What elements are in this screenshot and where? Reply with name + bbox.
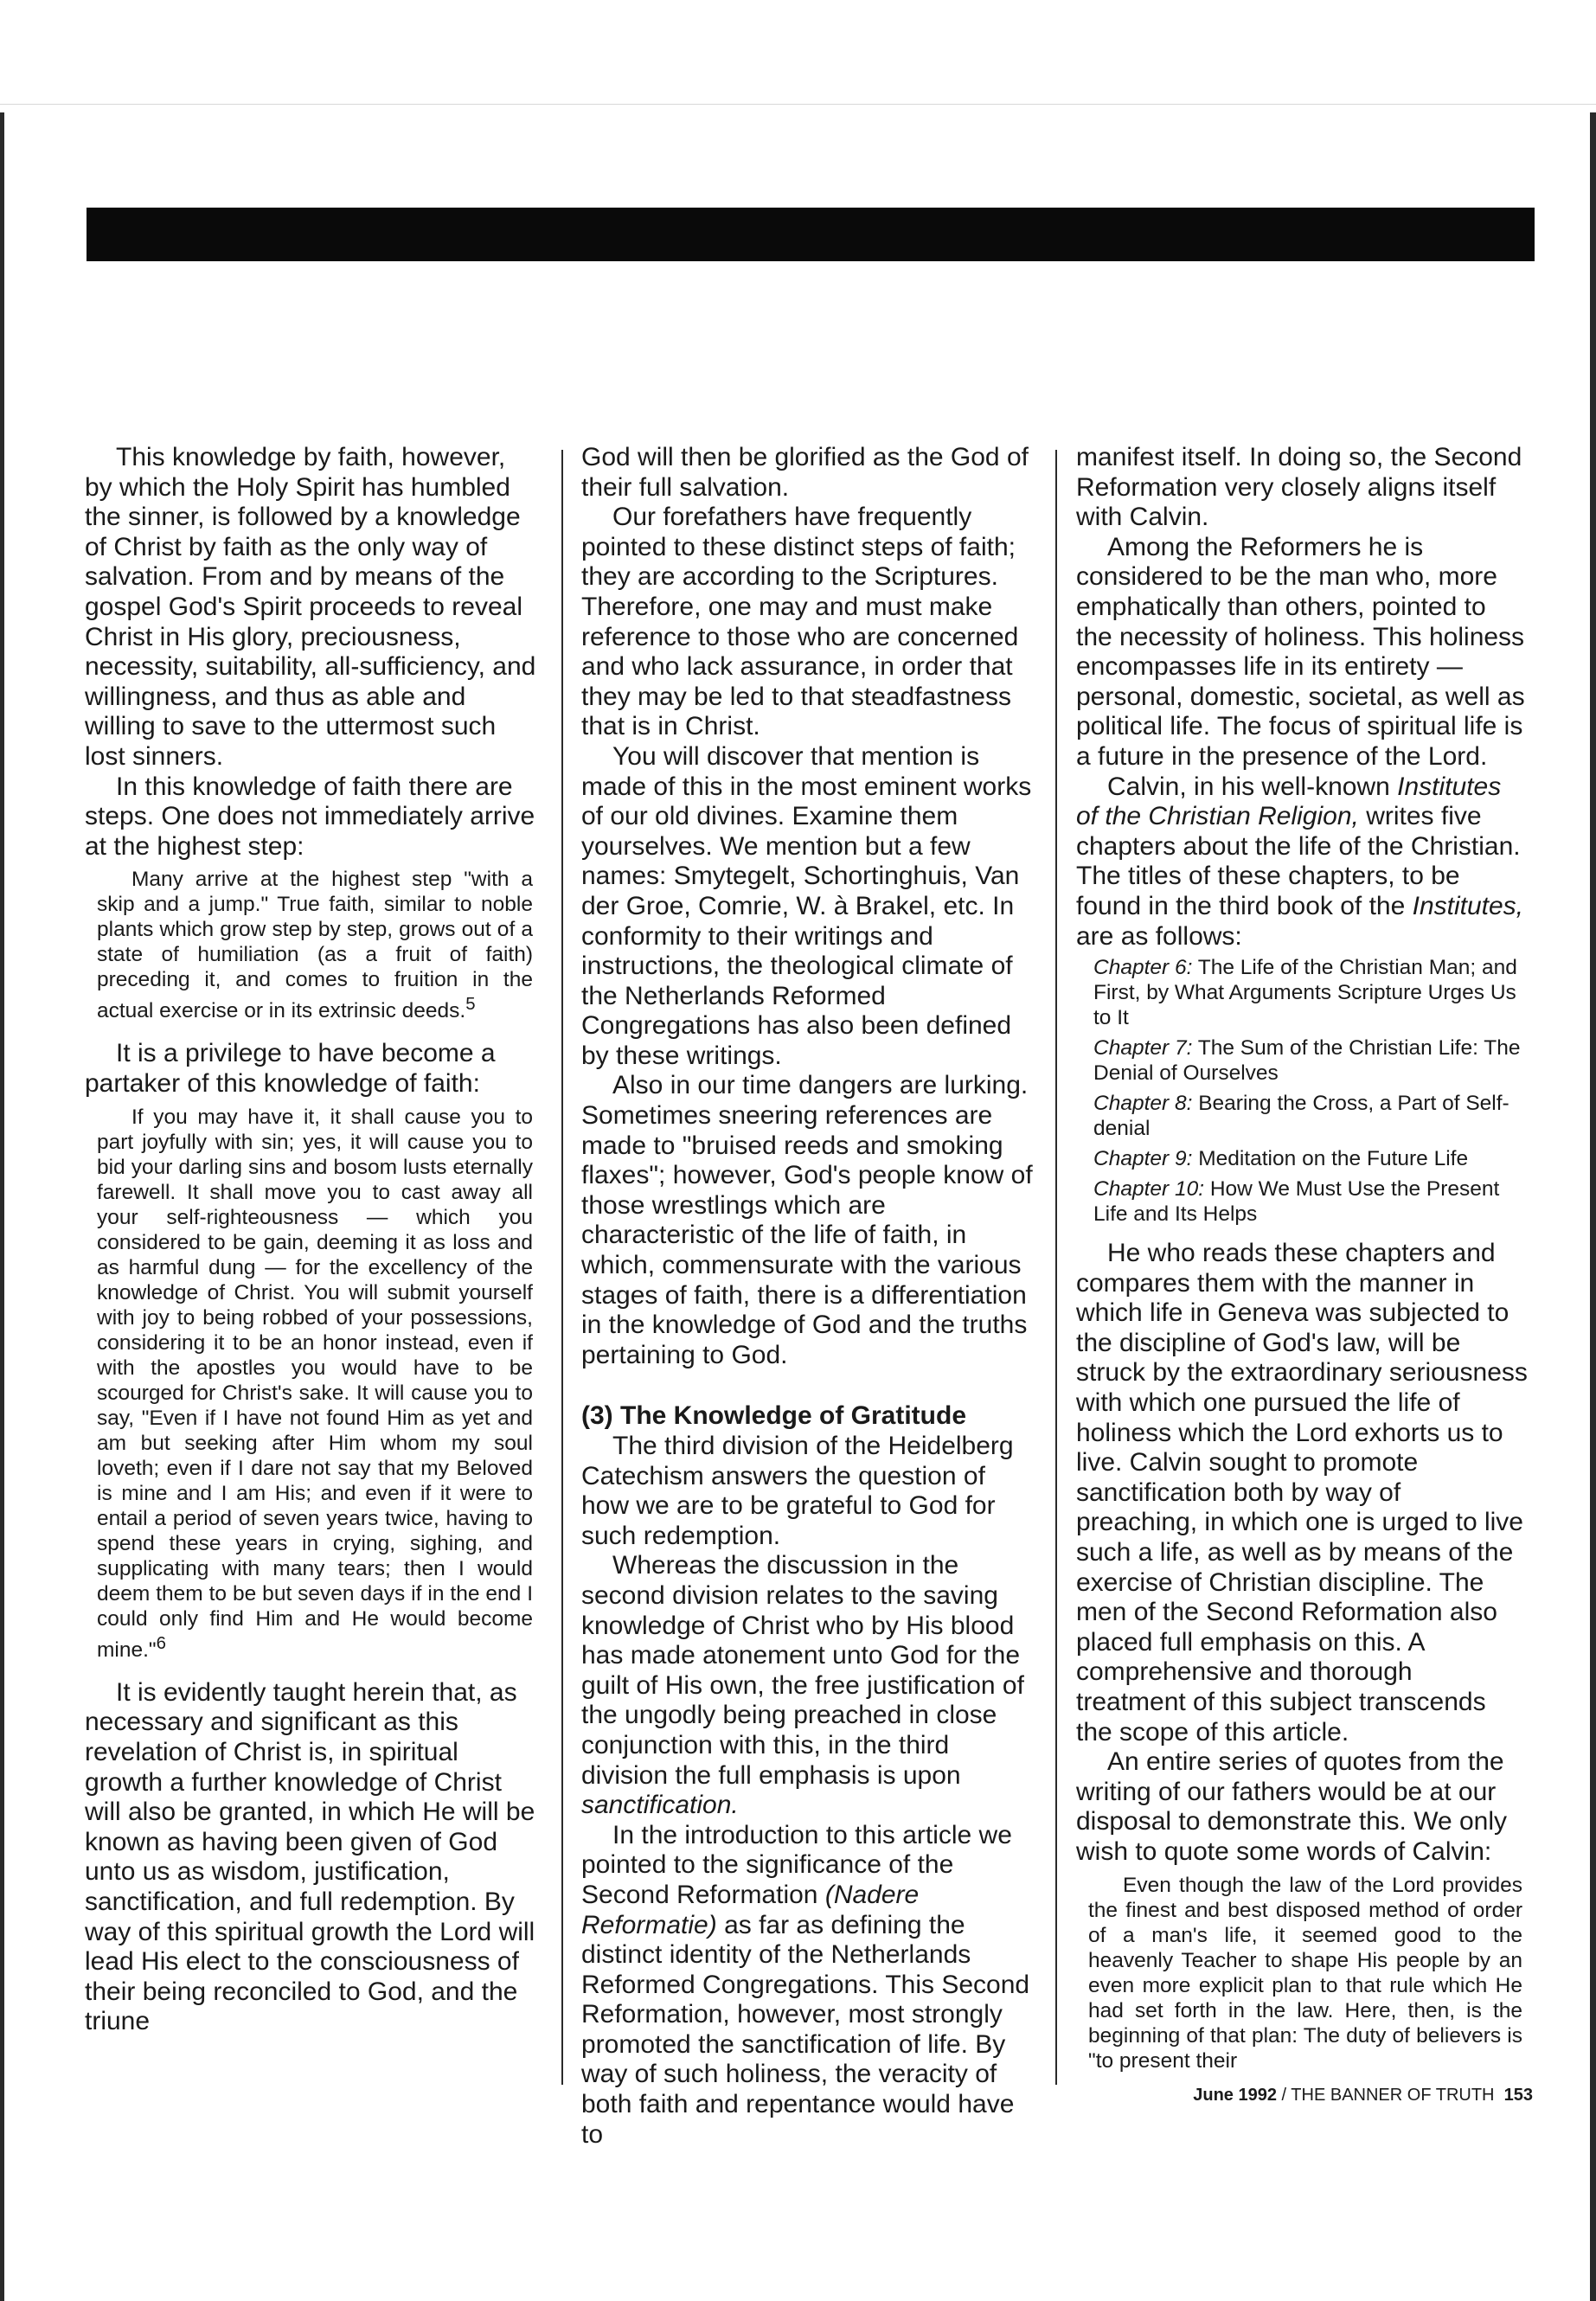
- column-rule-2: [1055, 450, 1057, 2085]
- book-title: Institutes of the Christian Religion,: [1076, 772, 1502, 831]
- paragraph: The third division of the Heidelberg Catechism answers the question of how we are to be grateful to God for such redemption.: [581, 1432, 1014, 1550]
- text: as far as defining the distinct identity of the Netherlands Reformed Congregations. This Second Reformation, however, most strongly promoted the sanctification of life. By way of such holiness, the veracity of both faith and repentance would have to: [581, 1910, 1030, 2149]
- text: In the introduction to this article we pointed to the significance of the Second Reformation: [581, 1820, 1012, 1909]
- paragraph: [1076, 772, 1528, 952]
- chapter-title: Meditation on the Future Life: [1198, 1147, 1469, 1171]
- header-black-bar: [87, 208, 1535, 261]
- paragraph: [581, 1551, 1033, 1820]
- emphasis: sanctification.: [581, 1791, 739, 1820]
- paragraph: Also in our time dangers are lurking. Sometimes sneering references are made to "bruised reeds and smoking flaxes"; however, God's people know of those wrestlings which are characteristic of the life of faith, in which, commensurate with the various stages of faith, there is a differentiation in the knowledge of God and the truths pertaining to God.: [581, 1071, 1033, 1369]
- paragraph: [581, 1821, 1033, 2150]
- footer-separator: /: [1276, 2086, 1292, 2105]
- chapter-number: Chapter 6:: [1093, 956, 1193, 980]
- book-title: Institutes,: [1412, 891, 1524, 920]
- paragraph: It is a privilege to have become a partaker of this knowledge of faith:: [85, 1039, 496, 1099]
- chapter-title: The Life of the Christian Man; and First, by What Arguments Scripture Urges Us to It: [1093, 956, 1517, 1030]
- paragraph: Among the Reformers he is considered to be the man who, more emphatically than others, pointed to the necessity of holiness. This holiness encompasses life in its entirety — personal, domestic, societal, as well as political life. The focus of spiritual life is a future in the presence of the Lord.: [1076, 532, 1525, 771]
- publication-name: THE BANNER OF TRUTH: [1291, 2086, 1495, 2105]
- chapter-number: Chapter 8:: [1093, 1092, 1193, 1116]
- chapter-title: The Sum of the Christian Life: The Denial of Ourselves: [1093, 1036, 1521, 1086]
- footnote-mark: 6: [156, 1633, 166, 1653]
- paragraph: Our forefathers have frequently pointed to these distinct steps of faith; they are according to the Scriptures. Therefore, one may and must make reference to those who are concerned and who lack assurance, in order that they may be led to that steadfastness that is in Christ.: [581, 503, 1019, 741]
- column-1: [85, 443, 538, 2037]
- paragraph: In this knowledge of faith there are steps. One does not immediately arrive at the highest step:: [85, 772, 535, 861]
- chapter-list: [1076, 955, 1528, 1227]
- paragraph: It is evidently taught herein that, as necessary and significant as this revelation of Christ is, in spiritual growth a further knowledge of Christ will also be granted, in which He will be known as having been given of God unto us as wisdom, justification, sanctification, and full redemption. By way of this spiritual growth the Lord will lead His elect to the consciousness of their being reconciled to God, and the triune: [85, 1677, 535, 2036]
- chapter-number: Chapter 7:: [1093, 1036, 1193, 1061]
- column-2: [581, 443, 1033, 2150]
- chapter-item: [1093, 1146, 1528, 1171]
- paragraph: He who reads these chapters and compares them with the manner in which life in Geneva was subjected to the discipline of God's law, will be struck by the extraordinary seriousness with which one pursued the life of holiness which the Lord exhorts us to live. Calvin sought to promote sanctification both by way of preaching, in which one is urged to live such a life, as well as by means of the exercise of Christian discipline. The men of the Second Reformation also placed full emphasis on this. A comprehensive and thorough treatment of this subject transcends the scope of this article.: [1076, 1239, 1528, 1747]
- page-footer: [1092, 2086, 1533, 2106]
- chapter-item: [1093, 1035, 1528, 1086]
- paragraph: This knowledge by faith, however, by which the Holy Spirit has humbled the sinner, is followed by a knowledge of Christ by faith as the only way of salvation. From and by means of the gospel God's Spirit proceeds to reveal Christ in His glory, preciousness, necessity, suitability, all-sufficiency, and willingness, and thus as able and willing to save to the uttermost such lost sinners.: [85, 443, 536, 771]
- paragraph: manifest itself. In doing so, the Second Reformation very closely aligns itself with Calvin.: [1076, 443, 1522, 532]
- quote-text: If you may have it, it shall cause you to part joyfully with sin; yes, it will cause you to bid your darling sins and bosom lusts eternally farewell. It shall move you to cast away all your self-righteousness — which you considered to be gain, deeming it as loss and as harmful dung — for the excellency of the knowledge of Christ. You will submit yourself with joy to being robbed of your possessions, considering it to be an honor instead, even if with the apostles you would have to be scourged for Christ's sake. It will cause you to say, "Even if I have not found Him as yet and am but seeking after Him whom my soul loveth; even if I dare not say that my Beloved is mine and I am His; and even if it were to entail a period of seven years twice, having to spend these years in crying, sighing, and supplicating with many tears; then I would deem them to be but seven days if in the end I could only find Him and He would become mine.": [97, 1105, 533, 1662]
- issue-date: June 1992: [1193, 2086, 1277, 2105]
- paragraph: God will then be glorified as the God of their full salvation.: [581, 443, 1029, 502]
- column-rule-1: [561, 450, 563, 2085]
- paragraph: An entire series of quotes from the writing of our fathers would be at our disposal to demonstrate this. We only wish to quote some words of Calvin:: [1076, 1747, 1508, 1866]
- paragraph: You will discover that mention is made of this in the most eminent works of our old divines. Examine them yourselves. We mention but a few names: Smytegelt, Schortinghuis, Van der Groe, Comrie, W. à Brakel, etc. In conformity to their writings and instructions, the theological climate of the Netherlands Reformed Congregations has also been defined by these writings.: [581, 741, 1032, 1070]
- chapter-item: [1093, 955, 1528, 1030]
- chapter-number: Chapter 10:: [1093, 1177, 1205, 1202]
- text: Calvin, in his well-known: [1107, 772, 1390, 801]
- text: Whereas the discussion in the second division relates to the saving knowledge of Christ who by His blood has made atonement unto God for the guilt of His own, the free justification of the ungodly being preached in close conjunction with this, in the third division the full emphasis is upon: [581, 1551, 1024, 1790]
- chapter-item: [1093, 1176, 1528, 1227]
- quote-text: Many arrive at the highest step "with a skip and a jump." True faith, similar to noble plants which grow step by step, grows out of a state of humiliation (as a fruit of faith) preceding it, and comes to fruition in the actual exercise or in its extrinsic deeds.: [97, 868, 533, 1023]
- chapter-title: How We Must Use the Present Life and Its Helps: [1093, 1177, 1500, 1227]
- text: are as follows:: [1076, 921, 1242, 951]
- scan-edge-left: [0, 112, 4, 2301]
- chapter-number: Chapter 9:: [1093, 1147, 1193, 1171]
- chapter-title: Bearing the Cross, a Part of Self-denial: [1093, 1092, 1509, 1141]
- block-quote: Even though the law of the Lord provides the finest and best disposed method of order of a man's life, it seemed good to the heavenly Teacher to shape His people by an even more explicit plan to that rule which He had set forth in the law. Here, then, is the beginning of that plan: The duty of believers is "to present their: [1088, 1873, 1522, 2073]
- text: writes five chapters about the life of the Christian. The titles of these chapters, to be found in the third book of the: [1076, 802, 1521, 920]
- page-number: 153: [1503, 2086, 1533, 2105]
- chapter-item: [1093, 1091, 1528, 1141]
- scan-top-margin: [0, 0, 1596, 112]
- footnote-mark: 5: [465, 995, 476, 1015]
- emphasis: (Nadere Reformatie): [581, 1880, 920, 1939]
- section-heading: (3) The Knowledge of Gratitude: [581, 1401, 967, 1431]
- scan-edge-right: [1590, 112, 1596, 2301]
- column-3: [1076, 443, 1528, 2073]
- block-quote: [97, 867, 533, 1023]
- block-quote: [97, 1105, 533, 1663]
